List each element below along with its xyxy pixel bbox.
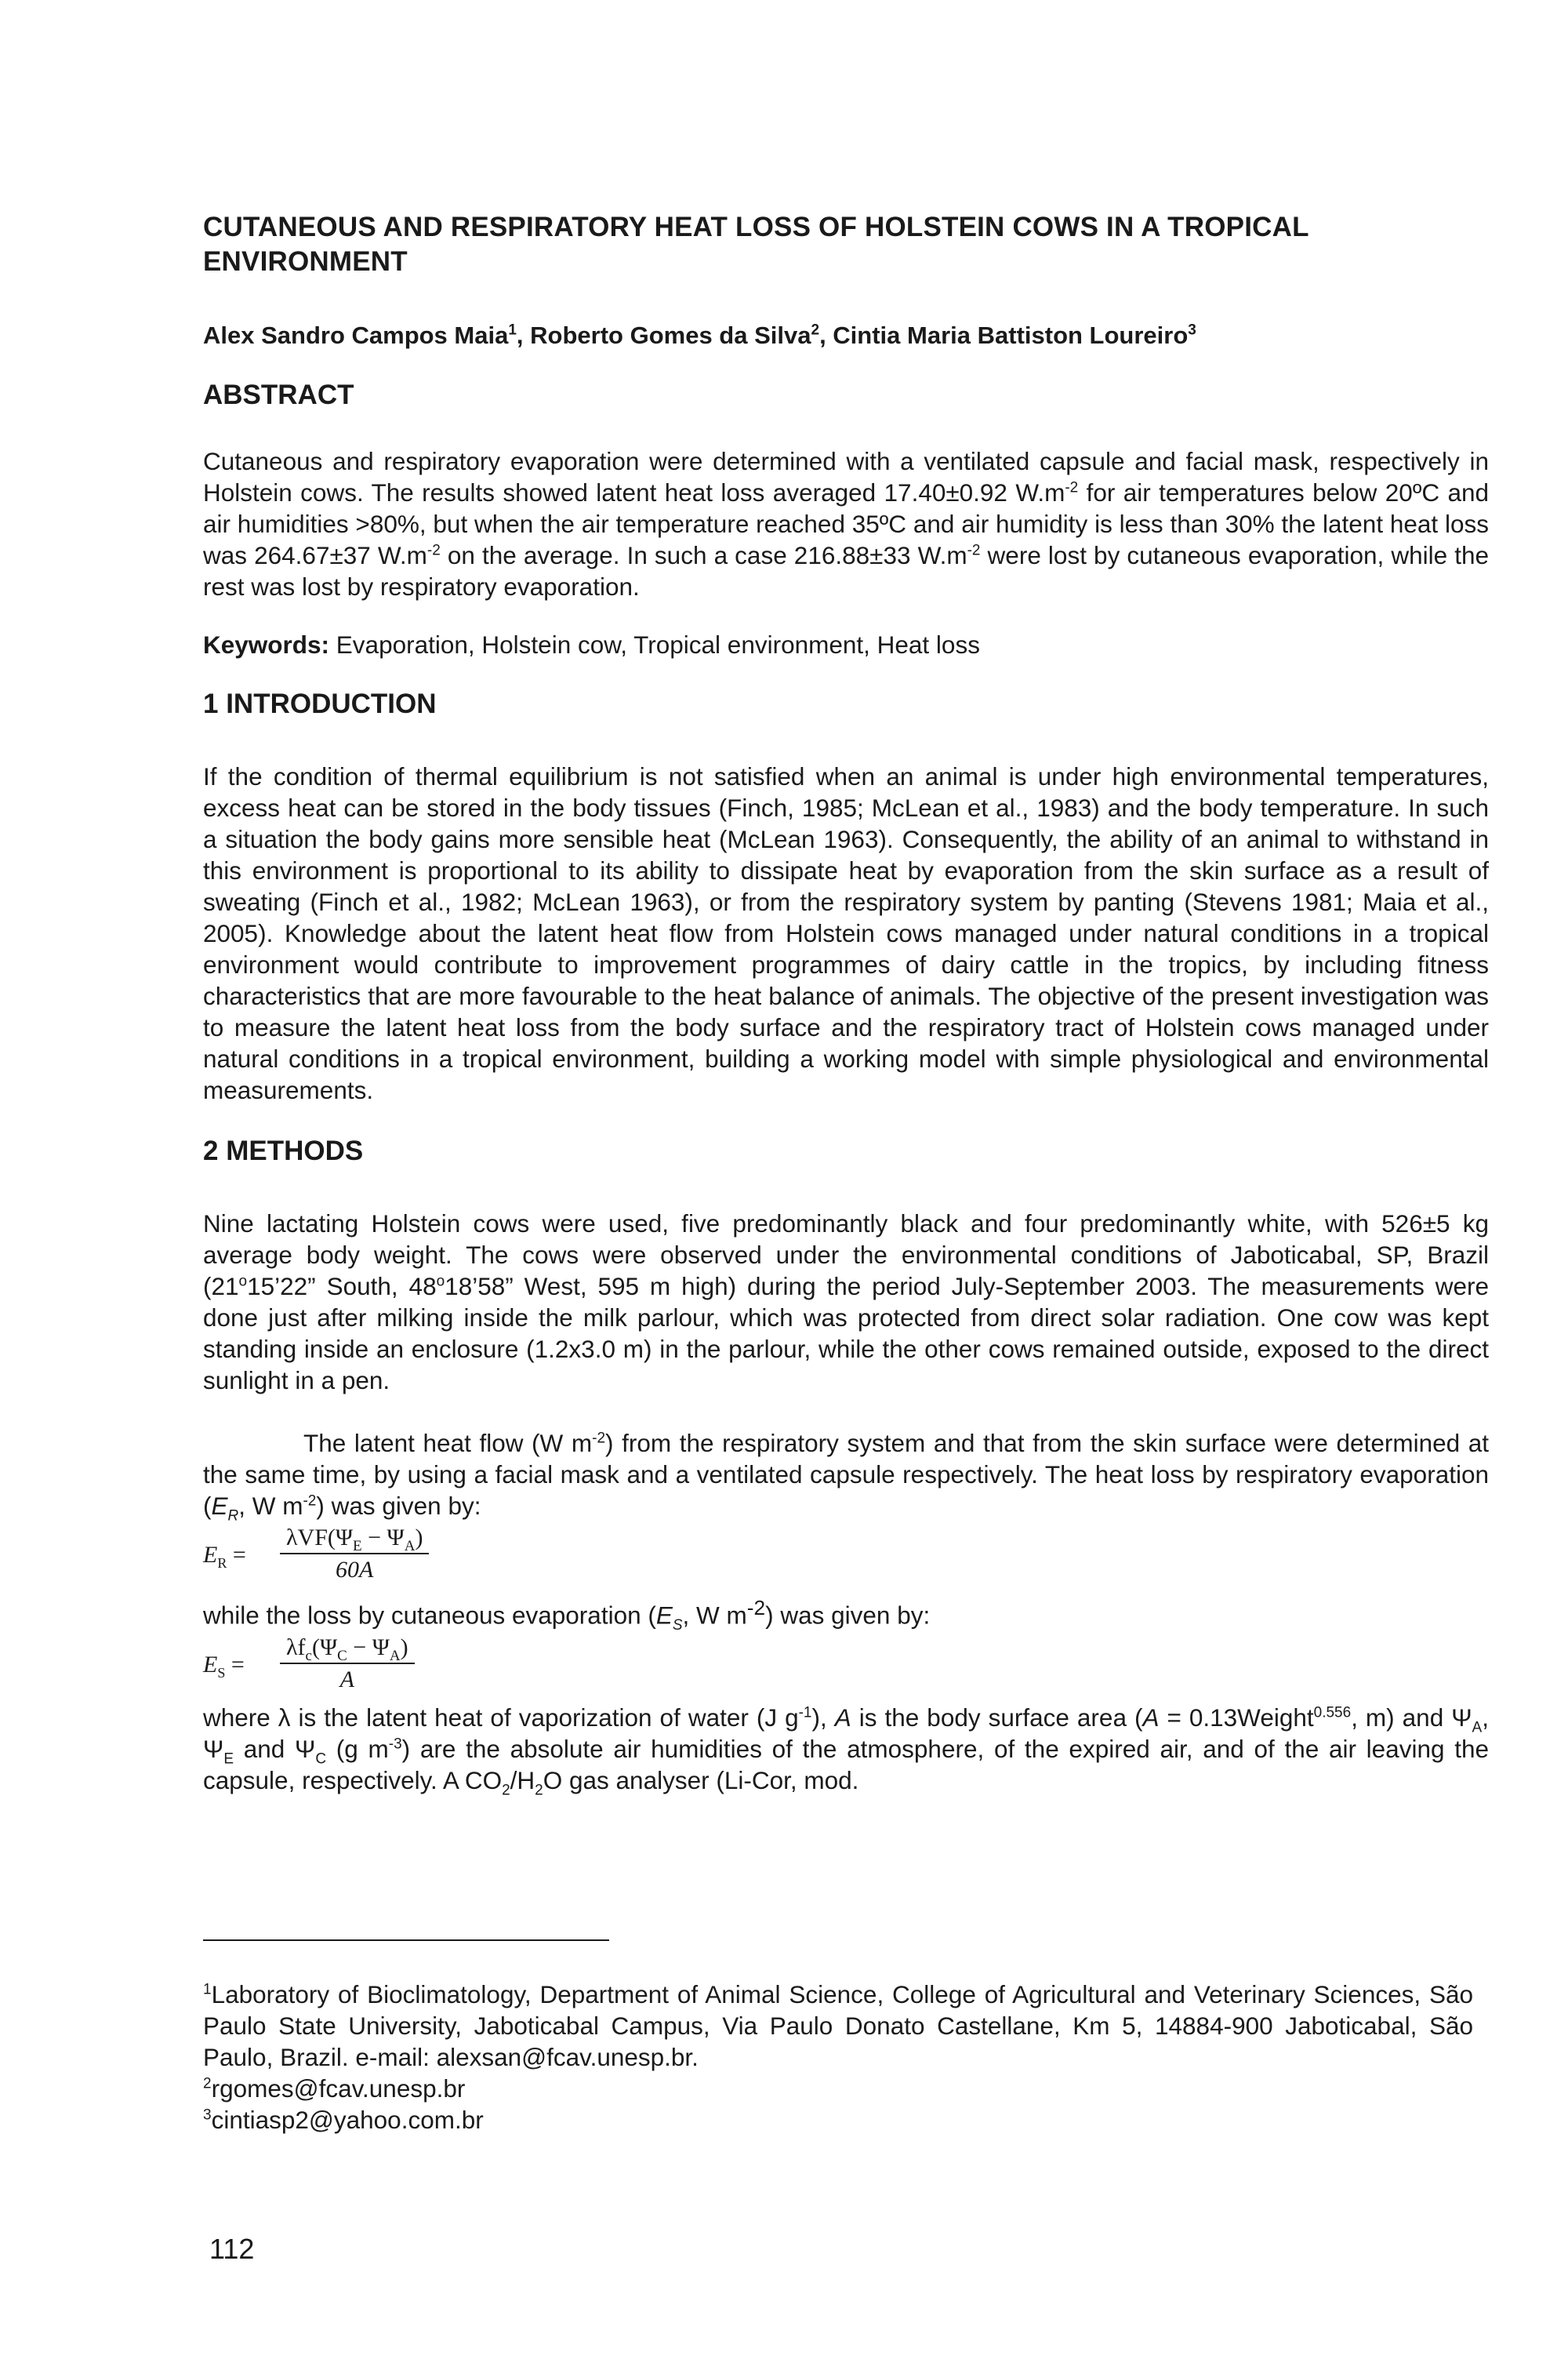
methods-paragraph-2 <box>203 1427 1489 1525</box>
variable: A <box>834 1703 851 1732</box>
numerator-subscript: A <box>404 1538 416 1554</box>
variable: A <box>1142 1703 1160 1732</box>
footnotes <box>203 1979 1473 2135</box>
equation-numerator <box>280 1523 429 1554</box>
abstract-segment: were lost by cutaneous evaporation, while the rest was lost by respiratory evaporation. <box>203 541 1489 601</box>
methods-segment: 18’58” West, 595 m high) during the period July-September 2003. The measurements were done just after milking inside the milk parlour, which was protected from direct solar radiation. One cow was kept standing inside an enclosure (1.2x3.0 m) in the parlour, while the other cows remained outside, exposed to the direct sunlight in a pen. <box>203 1272 1489 1394</box>
equation-subscript: S <box>217 1664 226 1681</box>
methods-segment: 15’22” South, 48 <box>247 1272 437 1300</box>
methods-segment: O gas analyser (Li-Cor, mod. <box>543 1765 859 1794</box>
methods-segment: ), <box>811 1703 835 1732</box>
subscript: E <box>223 1750 234 1767</box>
unit-exponent: -2 <box>426 542 441 559</box>
equation-denominator: A <box>339 1666 354 1692</box>
methods-segment: ) was given by: <box>316 1492 481 1520</box>
equation-respiratory <box>203 1523 1489 1590</box>
numerator-subscript: C <box>337 1647 347 1664</box>
methods-heading: 2 METHODS <box>203 1136 364 1166</box>
methods-segment: = 0.13Weight <box>1159 1703 1314 1732</box>
numerator-subscript: A <box>389 1647 401 1664</box>
equation-numerator <box>280 1633 415 1664</box>
unit-exponent: -2 <box>746 1596 766 1619</box>
methods-segment: (g m <box>326 1734 389 1763</box>
methods-segment: ) are the absolute air humidities of the atmosphere, of the expired air, and of the air leaving the capsule, respectively. A CO <box>203 1734 1489 1794</box>
numerator-part: λVF(Ψ <box>286 1525 354 1550</box>
footnote-2 <box>203 2073 1473 2104</box>
equals-sign: = <box>225 1651 245 1677</box>
unit-exponent: -2 <box>967 542 981 559</box>
variable: E <box>211 1492 228 1520</box>
abstract-text <box>203 445 1489 602</box>
author-separator: , <box>819 322 833 349</box>
unit-exponent: -2 <box>592 1430 606 1447</box>
methods-segment: ) from the respiratory system and that from the skin surface were determined at the same time, by using a facial mask and a ventilated capsule respectively. The heat loss by respiratory evaporation ( <box>203 1429 1489 1520</box>
variable: E <box>655 1601 673 1630</box>
equation-fraction <box>280 1633 415 1696</box>
author-list <box>203 320 1489 351</box>
author-affiliation-mark: 1 <box>508 322 517 339</box>
variable-subscript: S <box>672 1616 683 1634</box>
equation-subscript: R <box>217 1555 227 1571</box>
methods-segment: ) was given by: <box>765 1601 931 1630</box>
exponent: 0.556 <box>1313 1704 1352 1721</box>
subscript: C <box>315 1750 327 1767</box>
equals-sign: = <box>227 1542 246 1568</box>
footnote-text: rgomes@fcav.unesp.br <box>211 2074 466 2103</box>
equation-symbol: E <box>203 1651 218 1677</box>
methods-segment: , W m <box>682 1601 747 1630</box>
methods-segment: , Ψ <box>203 1703 1489 1763</box>
subscript: 2 <box>502 1781 510 1798</box>
subscript: 2 <box>535 1781 543 1798</box>
methods-segment: The latent heat flow (W m <box>303 1429 593 1457</box>
abstract-segment: Cutaneous and respiratory evaporation were determined with a ventilated capsule and facial mask, respectively in Holstein cows. The results showed latent heat loss averaged 17.40±0.92 W.m <box>203 447 1489 507</box>
keywords <box>203 629 1489 660</box>
author-separator: , <box>516 322 531 349</box>
abstract-heading: ABSTRACT <box>203 380 354 410</box>
degree-mark: o <box>436 1273 445 1290</box>
equation-lhs <box>203 1542 246 1571</box>
footnote-text: Laboratory of Bioclimatology, Department of Animal Science, College of Agricultural and Veterinary Sciences, São Paulo State University, Jaboticabal Campus, Via Paulo Donato Castellane, Km 5, 14884-900 Jaboticabal, São Paulo, Brazil. e-mail: alexsan@fcav.unesp.br. <box>203 1980 1473 2071</box>
abstract-segment: for air temperatures below 20ºC and air humidities >80%, but when the air temperature reached 35ºC and air humidity is less than 30% the latent heat loss was 264.67±37 W.m <box>203 478 1490 569</box>
methods-segment: and Ψ <box>234 1734 316 1763</box>
author-name: Cintia Maria Battiston Loureiro <box>833 322 1189 349</box>
numerator-subscript: E <box>353 1538 362 1554</box>
paper-page <box>203 210 1489 1796</box>
numerator-part: − Ψ <box>361 1525 405 1550</box>
numerator-part: (Ψ <box>311 1634 338 1660</box>
unit-exponent: -3 <box>388 1736 402 1752</box>
equation-fraction <box>280 1523 429 1586</box>
methods-segment: , W m <box>238 1492 303 1520</box>
footnote-3 <box>203 2104 1473 2135</box>
methods-segment: while the loss by cutaneous evaporation ( <box>203 1601 656 1630</box>
numerator-part: ) <box>415 1525 423 1550</box>
methods-segment: /H <box>510 1765 535 1794</box>
unit-exponent: -2 <box>1065 479 1079 496</box>
unit-exponent: -1 <box>798 1704 812 1721</box>
introduction-text: If the condition of thermal equilibrium is not satisfied when an animal is under high environmental temperatures, excess heat can be stored in the body tissues (Finch, 1985; McLean et al., 1983) and the body temperature. In such a situation the body gains more sensible heat (McLean 1963). Consequently, the ability of an animal to withstand in this environment is proportional to its ability to dissipate heat by evaporation from the skin surface as a result of sweating (Finch et al., 1982; McLean 1963), or from the respiratory system by panting (Stevens 1981; Maia et al., 2005). Knowledge about the latent heat flow from Holstein cows managed under natural conditions in a tropical environment would contribute to improvement programmes of dairy cattle in the tropics, by including fitness characteristics that are more favourable to the heat balance of animals. The objective of the present investigation was to measure the latent heat loss from the body surface and the respiratory tract of Holstein cows managed under natural conditions in a tropical environment, building a working model with simple physiological and environmental measurements. <box>203 762 1489 1104</box>
unit-exponent: -2 <box>303 1492 317 1510</box>
methods-segment: is the body surface area ( <box>851 1703 1143 1732</box>
footnote-mark: 2 <box>203 2075 212 2092</box>
numerator-part: ) <box>400 1634 408 1660</box>
author-affiliation-mark: 2 <box>811 322 820 339</box>
abstract-segment: on the average. In such a case 216.88±33 W.m <box>440 541 967 569</box>
page-number: 112 <box>209 2233 255 2265</box>
footnote-mark: 3 <box>203 2106 212 2124</box>
author-name: Alex Sandro Campos Maia <box>203 322 509 349</box>
author-affiliation-mark: 3 <box>1188 322 1196 339</box>
author-name: Roberto Gomes da Silva <box>530 322 811 349</box>
equation-lhs <box>203 1651 245 1681</box>
introduction-heading: 1 INTRODUCTION <box>203 689 437 719</box>
methods-paragraph-3 <box>203 1702 1489 1796</box>
footnote-mark: 1 <box>203 1981 212 1998</box>
numerator-part: λf <box>286 1634 306 1660</box>
numerator-subscript: c <box>305 1647 312 1664</box>
equation-denominator: 60A <box>336 1557 374 1583</box>
methods-segment: Nine lactating Holstein cows were used, five predominantly black and four predominantly white, with 526±5 kg average body weight. The cows were observed under the environmental conditions of Jaboticabal, SP, Brazil (21 <box>203 1209 1489 1300</box>
subscript: A <box>1472 1718 1483 1736</box>
equation-cutaneous <box>203 1633 1489 1700</box>
methods-paragraph-1 <box>203 1208 1489 1396</box>
variable-subscript: R <box>227 1507 239 1525</box>
paper-title: CUTANEOUS AND RESPIRATORY HEAT LOSS OF HOLSTEIN COWS IN A TROPICAL ENVIRONMENT <box>203 212 1309 277</box>
footnote-divider <box>203 1939 609 1941</box>
footnote-text: cintiasp2@yahoo.com.br <box>211 2106 484 2134</box>
methods-segment: where λ is the latent heat of vaporization of water (J g <box>203 1703 799 1732</box>
equation-symbol: E <box>203 1542 218 1568</box>
methods-segment: , m) and Ψ <box>1351 1703 1472 1732</box>
numerator-part: − Ψ <box>347 1634 390 1660</box>
keywords-label: Keywords: <box>203 631 330 659</box>
methods-transition-line <box>203 1592 1489 1634</box>
degree-mark: o <box>238 1273 248 1290</box>
footnote-1 <box>203 1979 1473 2073</box>
keywords-text: Evaporation, Holstein cow, Tropical environment, Heat loss <box>329 631 980 659</box>
